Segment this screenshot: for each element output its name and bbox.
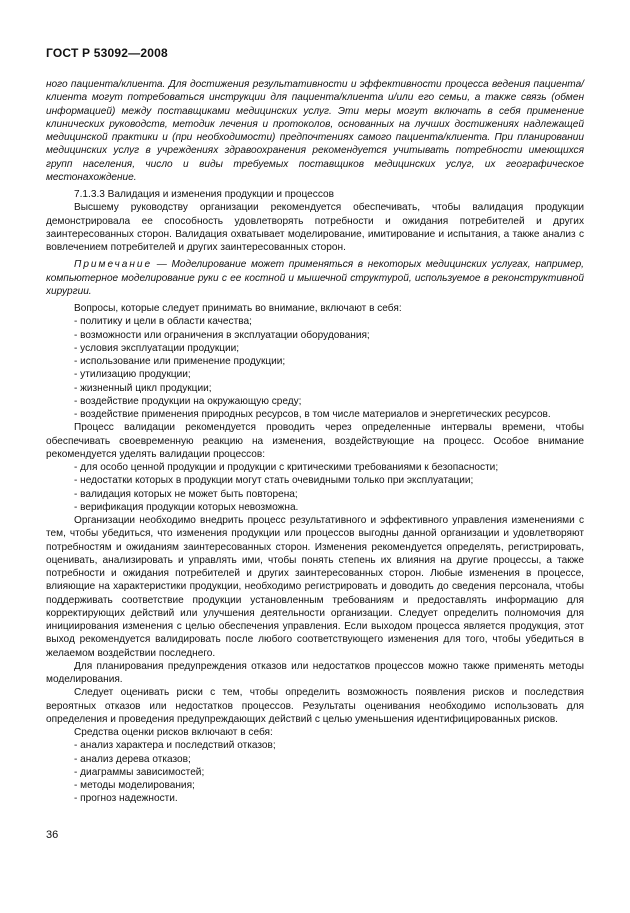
- document-header: ГОСТ Р 53092—2008: [46, 46, 168, 60]
- list-item: - валидация которых не может быть повторена;: [74, 488, 298, 500]
- list-item: - верификация продукции которых невозможна.: [74, 501, 299, 513]
- list-item: - возможности или ограничения в эксплуатации оборудования;: [74, 329, 370, 341]
- list-item: - анализ дерева отказов;: [74, 753, 191, 765]
- list-item: - прогноз надежности.: [74, 793, 178, 805]
- document-body: [46, 78, 584, 806]
- list-item: - условия эксплуатации продукции;: [74, 342, 240, 354]
- list-item: - жизненный цикл продукции;: [74, 382, 212, 394]
- page-number: 36: [46, 829, 59, 841]
- questions-intro: Вопросы, которые следует принимать во внимание, включают в себя:: [74, 303, 402, 314]
- section-title: 7.1.3.3 Валидация и изменения продукции и процессов: [74, 189, 334, 200]
- prevention-paragraph: Для планирования предупреждения отказов или недостатков процессов можно также применять методы моделирования.: [46, 660, 584, 685]
- list-item: - политику и цели в области качества;: [74, 316, 252, 328]
- process-validation-paragraph: Процесс валидации рекомендуется проводить через определенные интервалы времени, чтобы обеспечивать своевременную реакцию на изменения, воздействующие на процесс. Особое внимание рекомендуется уделять валидации процессов:: [46, 422, 584, 460]
- note-label: Примечание: [74, 259, 153, 271]
- list-item: - воздействие применения природных ресурсов, в том числе материалов и энергетических ресурсов.: [74, 409, 551, 420]
- list-item: - недостатки которых в продукции могут стать очевидными только при эксплуатации;: [74, 475, 474, 487]
- changes-paragraph: Организации необходимо внедрить процесс результативного и эффективного управления изменениями с тем, чтобы убедиться, что изменения продукции или процессов выгодны данной организации и удовлетворяют потребностям и ожиданиям заинтересованных сторон. Изменения рекомендуется определять, регистрировать, оценивать, анализировать и управлять ими, чтобы понять степень их влияния на другие процессы, а также потребности и ожидания потребителей и других заинтересованных сторон. Любые изменения в процессе, влияющие на характеристики продукции, необходимо регистрировать и доводить до сведения персонала, чтобы поддерживать соответствие продукции установленным требованиям и предоставлять информацию для корректирующих действий или улучшения деятельности организации. Следует определить полномочия для инициирования изменения с целью обеспечения управления. Если выходом процесса является продукция, этот выход рекомендуется валидировать после любого соответствующего изменения для того, чтобы убедиться в желаемом воздействии последнего.: [46, 515, 584, 659]
- list-item: - методы моделирования;: [74, 780, 195, 791]
- intro-paragraph: ного пациента/клиента. Для достижения результативности и эффективности процесса ведения пациента/клиента могут потребоваться инструкции для пациента/клиента и/или его семьи, а также связь (обмен информацией) между поставщиками медицинских услуг. Эти меры могут включать в себя применение клинических руководств, методик лечения и протоколов, основанных на лучших достижениях надлежащей медицинской практики и (при необходимости) предпочтениях самого пациента/клиента. При планировании медицинских услуг в учреждениях здравоохранения рекомендуется учитывать потребности имеющихся групп населения, число и виды требуемых поставщиков медицинских услуг, их географическое местонахождение.: [46, 79, 584, 183]
- note-paragraph: [46, 258, 584, 298]
- list-item: - использование или применение продукции;: [74, 356, 286, 367]
- list-item: - анализ характера и последствий отказов;: [74, 740, 276, 752]
- list-item: - диаграммы зависимостей;: [74, 766, 205, 778]
- note-text: — Моделирование может применяться в некоторых медицинских услугах, например, компьютерное моделирование руки с ее костной и мышечной структурой, используемое в реконструктивной хирургии.: [46, 259, 584, 297]
- risk-tools-intro: Средства оценки рисков включают в себя:: [74, 727, 273, 738]
- list-item: - утилизацию продукции;: [74, 369, 191, 381]
- list-item: - для особо ценной продукции и продукции с критическими требованиями к безопасности;: [74, 462, 499, 473]
- validation-paragraph: Высшему руководству организации рекомендуется обеспечивать, чтобы валидация продукции демонстрировала ее способность удовлетворять потребности и ожидания потребителей и других заинтересованных сторон. Валидация охватывает моделирование, имитирование и испытания, а также анализ с вовлечением потребителей и других заинтересованных сторон.: [46, 202, 584, 253]
- risks-paragraph: Следует оценивать риски с тем, чтобы определить возможность появления рисков и последствия вероятных отказов или недостатков процессов. Результаты оценивания необходимо использовать для определения и проведения предупреждающих действий с целью уменьшения идентифицированных рисков.: [46, 687, 584, 725]
- list-item: - воздействие продукции на окружающую среду;: [74, 395, 302, 407]
